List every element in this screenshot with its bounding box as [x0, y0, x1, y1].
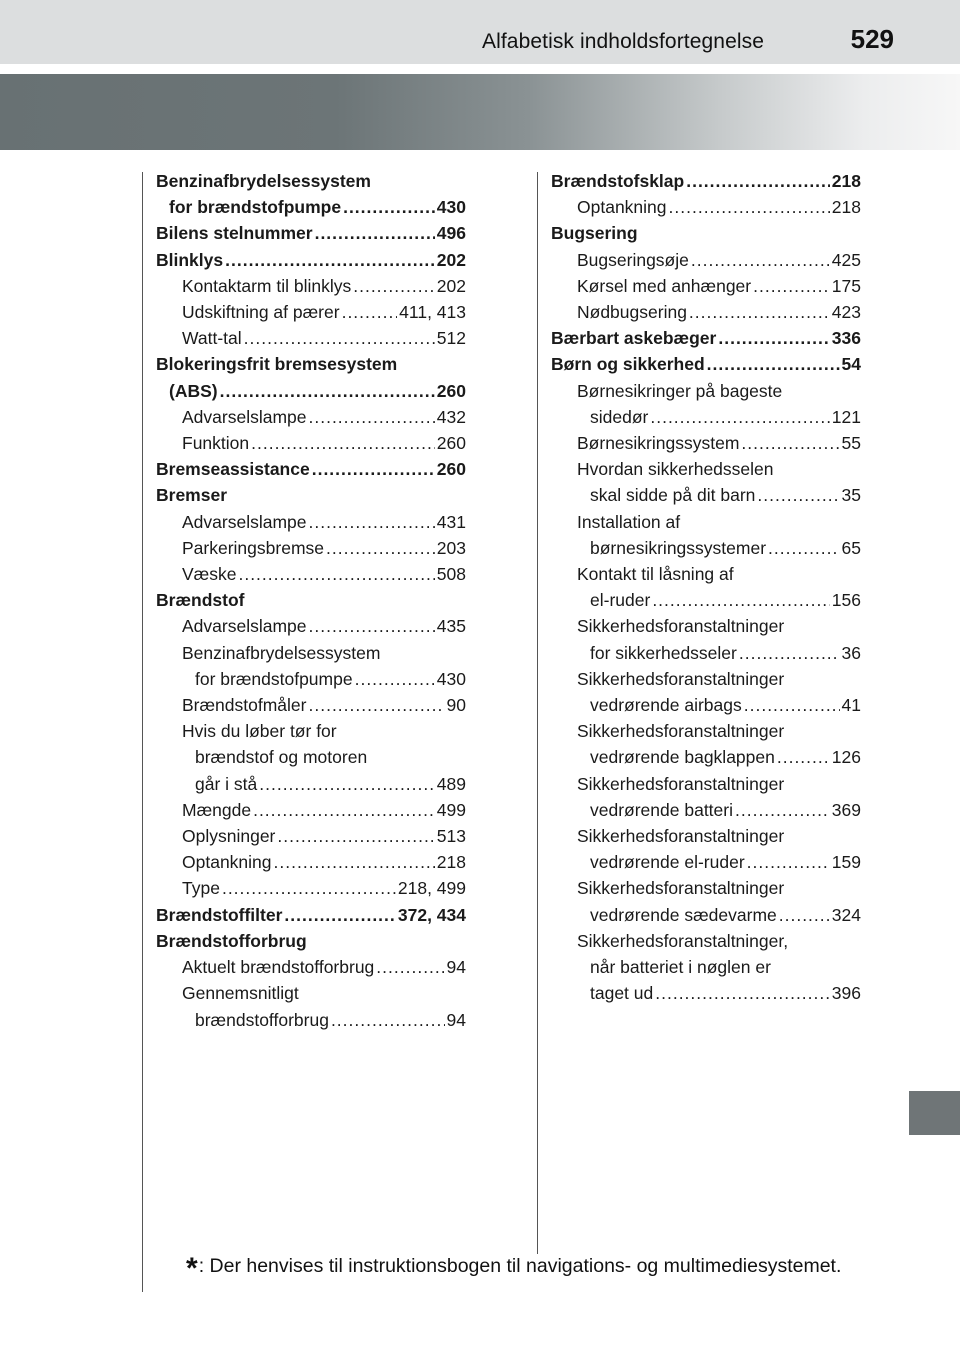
index-column-left — [156, 168, 466, 1033]
index-subentry: Mængde ..... 499 — [156, 797, 466, 823]
page-ref: 218 — [831, 197, 861, 218]
index-entry: Bremser — [156, 485, 228, 506]
page-ref: 396 — [831, 983, 861, 1004]
header-banner — [0, 74, 960, 150]
index-subentry: Installation af — [577, 511, 681, 532]
index-subentry: Kørsel med anhænger ..... 175 — [551, 273, 861, 299]
page-ref: 513 — [436, 826, 466, 847]
index-subentry: vedrørende bagklappen ..... 126 — [551, 744, 861, 770]
page-ref: 175 — [831, 275, 861, 296]
index-subentry: Advarselslampe ..... 431 — [156, 509, 466, 535]
page-ref: 496 — [436, 223, 466, 244]
page-ref: 430 — [436, 668, 466, 689]
index-subentry: Oplysninger ..... 513 — [156, 823, 466, 849]
page-ref: 55 — [841, 433, 861, 454]
page-ref: 35 — [841, 485, 861, 506]
index-entry: (ABS) ..... 260 — [156, 378, 466, 404]
index-subentry: Advarselslampe ..... 435 — [156, 613, 466, 639]
index-subentry: brændstofforbrug ..... 94 — [156, 1007, 466, 1033]
index-subentry: Funktion ..... 260 — [156, 430, 466, 456]
index-subentry: Optankning ..... 218 — [156, 849, 466, 875]
index-subentry: taget ud ..... 396 — [551, 980, 861, 1006]
index-subentry: Kontaktarm til blinklys ..... 202 — [156, 273, 466, 299]
page-ref: 156 — [831, 590, 861, 611]
index-entry: Bugsering — [551, 223, 638, 244]
index-subentry: Børnesikringssystem ..... 55 — [551, 430, 861, 456]
index-subentry: når batteriet i nøglen er — [590, 957, 771, 978]
index-entry: Bilens stelnummer ..... 496 — [156, 220, 466, 246]
page-ref: 159 — [831, 852, 861, 873]
page-header-title: Alfabetisk indholdsfortegnelse — [481, 30, 764, 53]
page-ref: 489 — [436, 773, 466, 794]
index-entry: Brændstof — [156, 590, 245, 611]
index-subentry: Udskiftning af pærer ..... 411, 413 — [156, 299, 466, 325]
index-subentry: Gennemsnitligt — [182, 983, 299, 1004]
page-ref: 41 — [841, 695, 861, 716]
page-ref: 260 — [436, 459, 466, 480]
page-ref: 94 — [446, 957, 466, 978]
index-entry: for brændstofpumpe ..... 430 — [156, 194, 466, 220]
index-entry: Brændstoffilter ..... 372, 434 — [156, 902, 466, 928]
index-subentry: Hvordan sikkerhedsselen — [577, 459, 774, 480]
index-entry: Benzinafbrydelsessystem — [156, 171, 371, 191]
index-subentry: Optankning ..... 218 — [551, 194, 861, 220]
page-ref: 435 — [436, 616, 466, 637]
page-ref: 336 — [831, 328, 861, 349]
page-ref: 411, 413 — [399, 302, 466, 323]
index-entry: Brændstofforbrug — [156, 930, 307, 951]
index-entry: Blinklys ..... 202 — [156, 247, 466, 273]
page-ref: 423 — [831, 302, 861, 323]
index-subentry: brændstof og motoren — [195, 747, 368, 768]
index-subentry: børnesikringssystemer ..... 65 — [551, 535, 861, 561]
page-ref: 431 — [436, 511, 466, 532]
index-subentry: Advarselslampe ..... 432 — [156, 404, 466, 430]
index-subentry: Brændstofmåler ..... 90 — [156, 692, 466, 718]
index-subentry: vedrørende sædevarme ..... 324 — [551, 902, 861, 928]
page-ref: 90 — [446, 695, 466, 716]
index-subentry: Sikkerhedsforanstaltninger — [577, 668, 785, 689]
column-divider — [537, 172, 538, 1254]
page-ref: 202 — [436, 275, 466, 296]
index-subentry: Aktuelt brændstofforbrug ..... 94 — [156, 954, 466, 980]
page-ref: 260 — [436, 433, 466, 454]
index-entry: Brændstofsklap ..... 218 — [551, 168, 861, 194]
page-ref: 218 — [436, 852, 466, 873]
page-ref: 202 — [436, 249, 466, 270]
index-subentry: Børnesikringer på bageste — [577, 380, 783, 401]
index-subentry: Bugseringsøje ..... 425 — [551, 247, 861, 273]
page-ref: 512 — [436, 328, 466, 349]
index-entry: Bærbart askebæger ..... 336 — [551, 325, 861, 351]
index-subentry: Sikkerhedsforanstaltninger — [577, 616, 785, 637]
index-entry: Bremseassistance ..... 260 — [156, 456, 466, 482]
page-ref: 432 — [436, 406, 466, 427]
page-ref: 369 — [831, 799, 861, 820]
index-subentry: Watt-tal ..... 512 — [156, 325, 466, 351]
page-ref: 36 — [841, 642, 861, 663]
page-ref: 508 — [436, 564, 466, 585]
page-ref: 65 — [841, 537, 861, 558]
index-subentry: Hvis du løber tør for — [182, 721, 337, 742]
index-subentry: Type ..... 218, 499 — [156, 875, 466, 901]
index-subentry: el-ruder ..... 156 — [551, 587, 861, 613]
page-number: 529 — [850, 24, 894, 54]
index-subentry: Sikkerhedsforanstaltninger — [577, 878, 785, 899]
index-subentry: Sikkerhedsforanstaltninger — [577, 721, 785, 742]
page-ref: 203 — [436, 537, 466, 558]
page-header-bar — [0, 0, 960, 64]
index-subentry: Benzinafbrydelsessystem — [182, 642, 381, 663]
index-subentry: for brændstofpumpe ..... 430 — [156, 666, 466, 692]
index-subentry: Væske ..... 508 — [156, 561, 466, 587]
index-subentry: Sikkerhedsforanstaltninger — [577, 826, 785, 847]
index-subentry: sidedør ..... 121 — [551, 404, 861, 430]
index-subentry: Parkeringsbremse ..... 203 — [156, 535, 466, 561]
page-ref: 54 — [841, 354, 861, 375]
index-subentry: Sikkerhedsforanstaltninger — [577, 773, 785, 794]
index-subentry: skal sidde på dit barn ..... 35 — [551, 482, 861, 508]
footnote-text: : Der henvises til instruktionsbogen til navigations- og multimediesystemet. — [198, 1255, 842, 1277]
page-ref: 430 — [436, 197, 466, 218]
index-column-right — [551, 168, 861, 1007]
page-ref: 260 — [436, 380, 466, 401]
index-subentry: vedrørende airbags ..... 41 — [551, 692, 861, 718]
page-ref: 94 — [446, 1009, 466, 1030]
index-subentry: Kontakt til låsning af — [577, 564, 734, 585]
index-subentry: for sikkerhedsseler ..... 36 — [551, 640, 861, 666]
index-subentry: vedrørende el-ruder ..... 159 — [551, 849, 861, 875]
page-ref: 372, 434 — [397, 904, 466, 925]
page-ref: 218 — [831, 171, 861, 191]
page-ref: 126 — [831, 747, 861, 768]
left-margin-rule — [142, 172, 143, 1292]
page-ref: 324 — [831, 904, 861, 925]
index-entry: Børn og sikkerhed ..... 54 — [551, 351, 861, 377]
page-ref: 121 — [831, 406, 861, 427]
page-ref: 499 — [436, 799, 466, 820]
index-subentry: vedrørende batteri ..... 369 — [551, 797, 861, 823]
chapter-thumb-tab — [909, 1091, 960, 1135]
footnote-asterisk: * — [186, 1252, 198, 1285]
page-ref: 425 — [831, 249, 861, 270]
page-ref: 218, 499 — [397, 878, 466, 899]
index-subentry: Nødbugsering ..... 423 — [551, 299, 861, 325]
index-entry: Blokeringsfrit bremsesystem — [156, 354, 398, 375]
footnote — [186, 1252, 841, 1286]
index-subentry: Sikkerhedsforanstaltninger, — [577, 930, 789, 951]
index-subentry: går i stå ..... 489 — [156, 771, 466, 797]
